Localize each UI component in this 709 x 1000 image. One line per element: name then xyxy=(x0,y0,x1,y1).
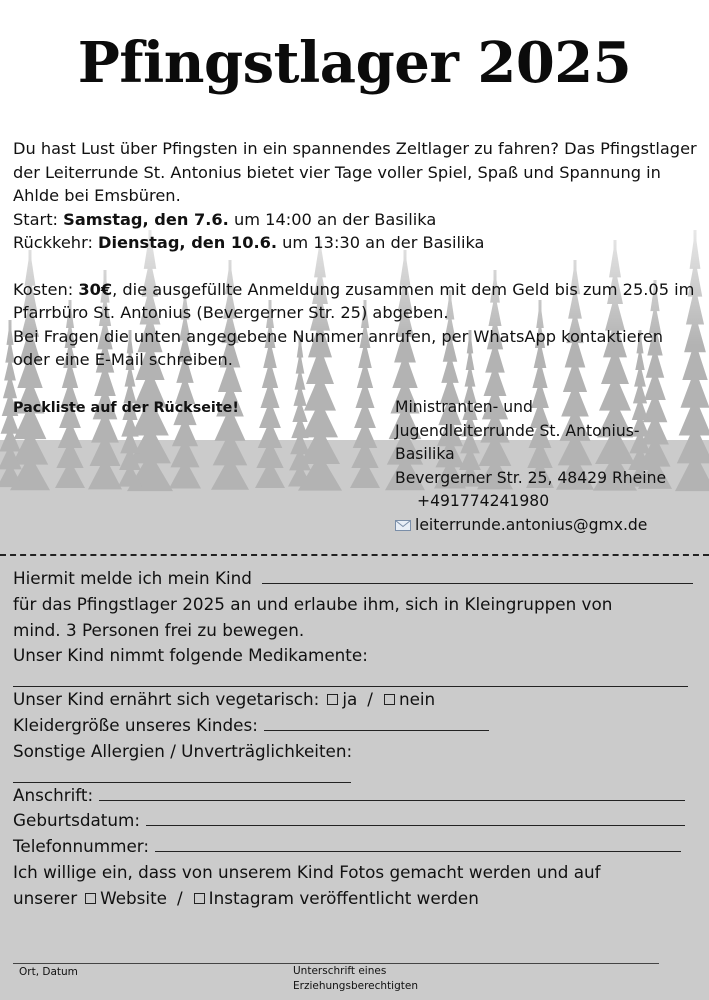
address-field[interactable] xyxy=(99,783,685,801)
website-checkbox[interactable] xyxy=(85,893,96,904)
start-day: Samstag, den 7.6. xyxy=(63,209,229,229)
yes-checkbox[interactable] xyxy=(327,694,338,705)
return-label: Rückkehr: xyxy=(13,233,99,252)
consent-line1: für das Pfingstlager 2025 an und erlaube ihm, sich in Kleingruppen von xyxy=(13,593,613,614)
cost-rest: , die ausgefüllte Anmeldung zusammen mit dem Geld bis zum 25.05 im Pfarrbüro St. Antonius (Bevergerner Str. 25) abgeben. xyxy=(13,279,695,322)
contact-block xyxy=(395,396,695,537)
contact-phone: +491774241980 xyxy=(417,492,550,510)
return-rest: um 13:30 an der Basilika xyxy=(277,233,485,252)
cost-info xyxy=(13,278,703,325)
instagram-label: Instagram veröffentlicht werden xyxy=(208,887,479,908)
website-label: Website xyxy=(100,887,167,908)
page-title: Pfingstlager 2025 xyxy=(77,30,632,96)
allergies-field[interactable] xyxy=(13,765,351,783)
phone-field[interactable] xyxy=(155,834,681,852)
allergies-label: Sonstige Allergien / Unverträglichkeiten: xyxy=(13,740,353,761)
cut-line xyxy=(0,554,709,556)
start-info xyxy=(13,208,703,232)
contact-address: Bevergerner Str. 25, 48429 Rheine xyxy=(395,468,667,487)
address-row xyxy=(13,783,693,809)
photo-consent-line1: Ich willige ein, dass von unserem Kind Fotos gemacht werden und auf xyxy=(13,861,601,882)
cost-label: Kosten: xyxy=(13,279,79,299)
signature-label xyxy=(293,964,418,994)
no-label: nein xyxy=(398,689,436,710)
vegetarian-label: Unser Kind ernährt sich vegetarisch: xyxy=(13,689,320,710)
instagram-checkbox[interactable] xyxy=(194,893,205,904)
phone-label: Telefonnummer: xyxy=(13,836,150,857)
yes-label: ja xyxy=(342,689,358,710)
start-rest: um 14:00 an der Basilika xyxy=(228,209,437,229)
photo-prefix: unserer xyxy=(13,887,78,908)
return-day: Dienstag, den 10.6. xyxy=(98,233,278,252)
consent-line2: mind. 3 Personen frei zu bewegen. xyxy=(13,619,305,640)
contact-org-line1: Ministranten- und xyxy=(395,398,533,416)
place-date-label: Ort, Datum xyxy=(19,966,78,978)
medication-row xyxy=(13,669,693,687)
packing-list-note: Packliste auf der Rückseite! xyxy=(13,400,239,416)
birthdate-field[interactable] xyxy=(146,808,685,826)
return-info xyxy=(13,231,703,255)
registration-form xyxy=(13,566,693,912)
birthdate-label: Geburtsdatum: xyxy=(13,810,140,831)
contact-org-line2: Jugendleiterrunde St. Antonius- xyxy=(395,421,640,440)
size-row xyxy=(13,713,693,739)
child-name-field[interactable] xyxy=(262,566,693,584)
address-label: Anschrift: xyxy=(13,784,94,805)
child-label: Hiermit melde ich mein Kind xyxy=(13,568,252,588)
medication-label: Unser Kind nimmt folgende Medikamente: xyxy=(13,645,368,666)
intro-text xyxy=(13,137,703,372)
option-separator: / xyxy=(367,689,373,710)
medication-field[interactable] xyxy=(13,669,688,687)
size-label: Kleidergröße unseres Kindes: xyxy=(13,714,258,735)
contact-email: leiterrunde.antonius@gmx.de xyxy=(415,515,648,534)
contact-email-row xyxy=(395,514,695,538)
phone-row xyxy=(13,834,693,860)
vegetarian-row xyxy=(13,687,693,713)
allergies-row xyxy=(13,765,693,783)
birthdate-row xyxy=(13,808,693,834)
photo-consent-line2 xyxy=(13,886,693,912)
size-field[interactable] xyxy=(264,713,489,731)
intro-paragraph: Du hast Lust über Pfingsten in ein spannendes Zeltlager zu fahren? Das Pfingstlager der Leiterrunde St. Antonius bietet vier Tage voller Spiel, Spaß und Spannung in Ahlde bei Emsbüren. xyxy=(13,139,697,205)
envelope-icon xyxy=(395,520,411,531)
no-checkbox[interactable] xyxy=(384,694,395,705)
cost-value: 30€ xyxy=(78,279,113,299)
contact-org-line3: Basilika xyxy=(395,445,455,463)
signature-label-line1: Unterschrift eines xyxy=(293,965,387,977)
signature-label-line2: Erziehungsberechtigten xyxy=(293,980,418,992)
start-label: Start: xyxy=(13,209,64,229)
questions-info: Bei Fragen die unten angegebene Nummer anrufen, per WhatsApp kontaktieren oder eine E-Mail schreiben. xyxy=(13,326,664,369)
child-name-row xyxy=(13,566,693,592)
option-separator: / xyxy=(177,887,183,908)
